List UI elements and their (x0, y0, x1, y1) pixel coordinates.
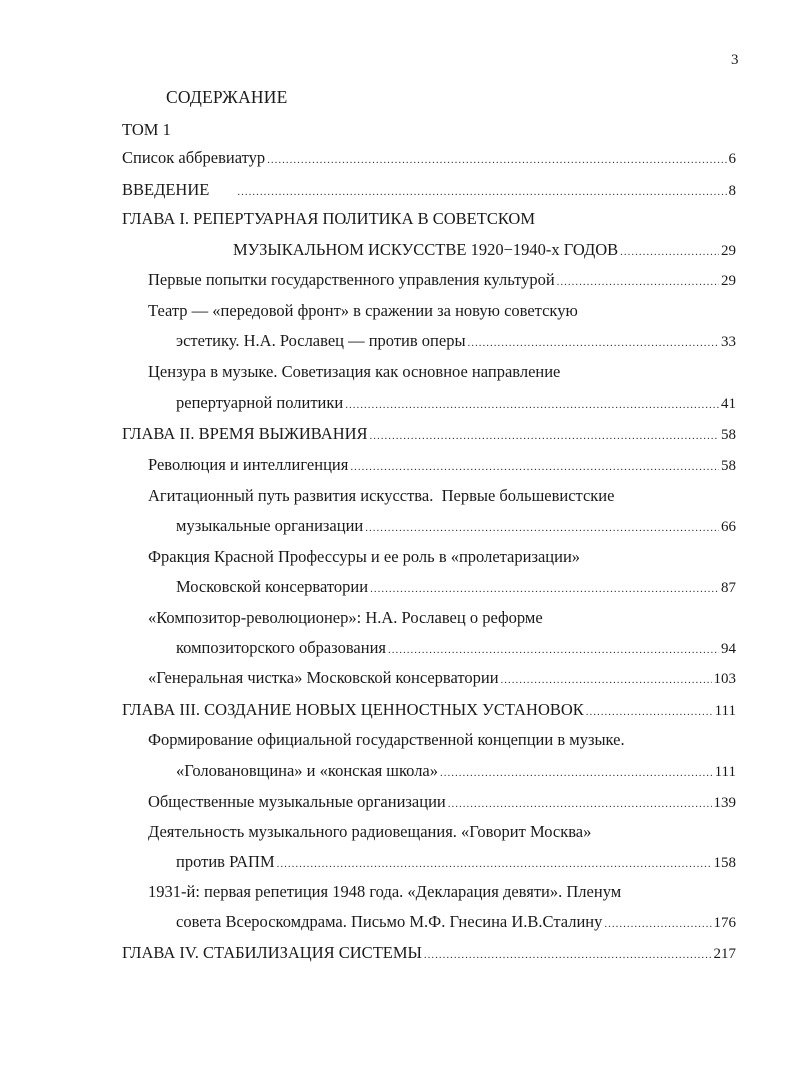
toc-entry-text: Общественные музыкальные организации (148, 792, 446, 811)
toc-entry-abbreviations (122, 148, 736, 170)
toc-chapter-1-line1: ГЛАВА I. РЕПЕРТУАРНАЯ ПОЛИТИКА В СОВЕТСКОМ (122, 209, 536, 228)
toc-entry-13-line1: Формирование официальной государственной концепции в музыке. (148, 730, 625, 749)
toc-entry-text: Московской консерватории (176, 577, 369, 596)
toc-entry-5-line1: Цензура в музыке. Советизация как основное направление (148, 362, 561, 381)
toc-entry-text: Революция и интеллигенция (148, 455, 349, 474)
toc-entry-page: 158 (713, 855, 736, 871)
leader-dots (388, 640, 719, 660)
leader-dots (620, 242, 719, 262)
toc-entry-10-line1: «Композитор-революционер»: Н.А. Рославец о реформе (148, 608, 543, 627)
toc-entry-16-line1: 1931-й: первая репетиция 1948 года. «Декларация девяти». Пленум (148, 882, 622, 901)
leader-dots (267, 150, 726, 170)
leader-dots (350, 457, 719, 477)
toc-entry-5 (176, 393, 736, 415)
leader-dots (237, 182, 726, 202)
toc-entry-page: 29 (721, 243, 736, 259)
leader-dots (440, 763, 713, 783)
toc-entry-text: ВВЕДЕНИЕ (122, 180, 210, 199)
leader-dots (501, 670, 712, 690)
toc-entry-page: 94 (721, 641, 736, 657)
toc-chapter-1 (233, 240, 736, 262)
toc-entry-page: 66 (721, 519, 736, 535)
leader-dots (345, 395, 719, 415)
toc-entry-page: 176 (713, 915, 736, 931)
toc-entry-14 (148, 792, 736, 814)
leader-dots (370, 579, 719, 599)
leader-dots (370, 426, 719, 446)
toc-entry-11 (148, 668, 736, 690)
toc-entry-text: музыкальные организации (176, 516, 364, 535)
toc-entry-text: Первые попытки государственного управления культурой (148, 270, 555, 289)
toc-entry-16 (176, 912, 736, 934)
toc-entry-text: МУЗЫКАЛЬНОМ ИСКУССТВЕ 1920−1940-х ГОДОВ (233, 240, 619, 259)
toc-entry-15-line1: Деятельность музыкального радиовещания. «Говорит Москва» (148, 822, 592, 841)
leader-dots (277, 854, 712, 874)
toc-entry-page: 111 (714, 764, 736, 780)
leader-dots (424, 945, 712, 965)
toc-entry-text: против РАПМ (176, 852, 275, 871)
toc-entry-introduction (122, 180, 736, 202)
toc-entry-8-line1: Агитационный путь развития искусства. Первые большевистские (148, 486, 615, 505)
leader-dots (365, 518, 719, 538)
toc-entry-text: эстетику. Н.А. Рославец — против оперы (176, 331, 466, 350)
leader-dots (586, 702, 713, 722)
toc-entry-page: 6 (728, 151, 736, 167)
toc-entry-text: репертуарной политики (176, 393, 344, 412)
toc-entry-9 (176, 577, 736, 599)
toc-entry-text: «Генеральная чистка» Московской консерватории (148, 668, 499, 687)
toc-chapter-4 (122, 943, 736, 965)
toc-chapter-3 (122, 700, 736, 722)
toc-entry-7 (148, 455, 736, 477)
toc-entry-page: 111 (714, 703, 736, 719)
toc-entry-page: 58 (721, 427, 736, 443)
toc-entry-page: 217 (713, 946, 736, 962)
leader-dots (448, 794, 712, 814)
toc-entry-4 (176, 331, 736, 353)
toc-entry-text: «Головановщина» и «конская школа» (176, 761, 439, 780)
page-number: 3 (731, 52, 739, 68)
toc-entry-10 (176, 638, 736, 660)
toc-entry-8 (176, 516, 736, 538)
toc-entry-4-line1: Театр — «передовой фронт» в сражении за новую советскую (148, 301, 578, 320)
toc-entry-page: 8 (728, 183, 736, 199)
toc-entry-page: 139 (713, 795, 736, 811)
toc-entry-text: ГЛАВА IV. СТАБИЛИЗАЦИЯ СИСТЕМЫ (122, 943, 422, 962)
toc-entry-page: 87 (721, 580, 736, 596)
toc-entry-page: 41 (721, 396, 736, 412)
toc-chapter-2 (122, 424, 736, 446)
toc-entry-text: совета Всероскомдрама. Письмо М.Ф. Гнесина И.В.Сталину (176, 912, 603, 931)
volume-heading: ТОМ 1 (122, 120, 171, 139)
toc-entry-page: 33 (721, 334, 736, 350)
toc-entry-page: 103 (713, 671, 736, 687)
toc-entry-9-line1: Фракция Красной Профессуры и ее роль в «пролетаризации» (148, 547, 581, 566)
toc-entry-13 (176, 761, 736, 783)
toc-entry-page: 29 (721, 273, 736, 289)
leader-dots (468, 333, 719, 353)
toc-title: СОДЕРЖАНИЕ (166, 87, 288, 107)
toc-entry-text: композиторского образования (176, 638, 386, 657)
toc-entry-15 (176, 852, 736, 874)
toc-entry-text: ГЛАВА III. СОЗДАНИЕ НОВЫХ ЦЕННОСТНЫХ УСТАНОВОК (122, 700, 584, 719)
toc-entry-page: 58 (721, 458, 736, 474)
toc-entry-text: Список аббревиатур (122, 148, 266, 167)
toc-entry-3 (148, 270, 736, 292)
toc-entry-text: ГЛАВА II. ВРЕМЯ ВЫЖИВАНИЯ (122, 424, 368, 443)
leader-dots (604, 914, 711, 934)
leader-dots (557, 272, 719, 292)
